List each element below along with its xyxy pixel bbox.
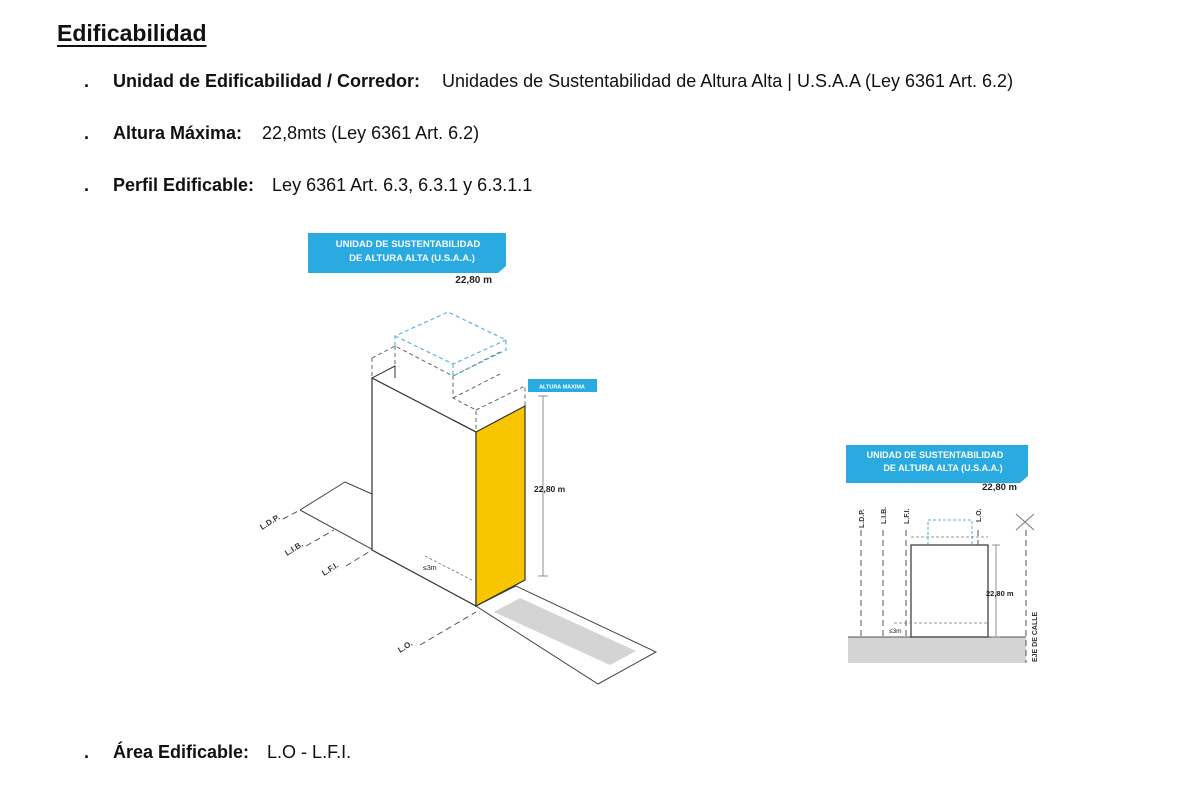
bullet: . [84, 175, 90, 195]
tag-line-2: DE ALTURA ALTA (U.S.A.A.) [349, 253, 475, 264]
offset-label: ≤3m [423, 565, 437, 572]
tag-line-2: DE ALTURA ALTA (U.S.A.A.) [883, 463, 1003, 473]
line-label-lo: L.O. [396, 638, 415, 655]
offset-label: ≤3m [889, 628, 902, 635]
isometric-diagram [250, 228, 670, 698]
dimension-label: 22,80 m [534, 484, 566, 494]
item-label: Área Edificable: [113, 742, 250, 762]
item-value: 22,8mts (Ley 6361 Art. 6.2) [262, 123, 480, 143]
bullet: . [84, 71, 90, 91]
bullet: . [84, 742, 90, 762]
building-facade [476, 406, 525, 606]
item-label: Unidad de Edificabilidad / Corredor: [113, 71, 421, 91]
item-label: Altura Máxima: [113, 123, 243, 143]
line-label-lo: L.O. [976, 508, 983, 522]
item-value: Unidades de Sustentabilidad de Altura Alta | U.S.A.A (Ley 6361 Art. 6.2) [442, 71, 1014, 91]
tag-line-1: UNIDAD DE SUSTENTABILIDAD [335, 239, 481, 250]
list-item-unidad [84, 71, 1013, 92]
line-label-ldp: L.D.P. [258, 512, 282, 532]
line-label-lib: L.I.B. [283, 539, 305, 558]
height-value: 22,80 m [455, 275, 492, 286]
height-value: 22,80 m [982, 482, 1017, 493]
upper-volume-blue [395, 312, 506, 376]
street-axis-label: EJE DE CALLE [1032, 611, 1039, 662]
list-item-perfil [84, 175, 532, 196]
line-label-lfi: L.F.I. [320, 560, 341, 578]
item-value: L.O - L.F.I. [267, 742, 352, 762]
section-diagram [840, 440, 1040, 680]
line-label-lib: L.I.B. [881, 506, 888, 524]
dimension-label: 22,80 m [986, 589, 1014, 598]
item-label: Perfil Edificable: [113, 175, 255, 195]
tag-line-1: UNIDAD DE SUSTENTABILIDAD [866, 450, 1004, 460]
street-axis-icon [1016, 514, 1034, 530]
bullet: . [84, 123, 90, 143]
line-label-lfi: L.F.I. [904, 508, 911, 524]
section-title: Edificabilidad [57, 20, 207, 46]
ground [848, 637, 1026, 663]
list-item-altura [84, 123, 479, 144]
max-height-tag-text: ALTURA MAXIMA [539, 384, 585, 391]
list-item-area [84, 742, 351, 763]
line-label-ldp: L.D.P. [859, 509, 866, 528]
item-value: Ley 6361 Art. 6.3, 6.3.1 y 6.3.1.1 [272, 175, 533, 195]
upper-volume [928, 520, 972, 545]
